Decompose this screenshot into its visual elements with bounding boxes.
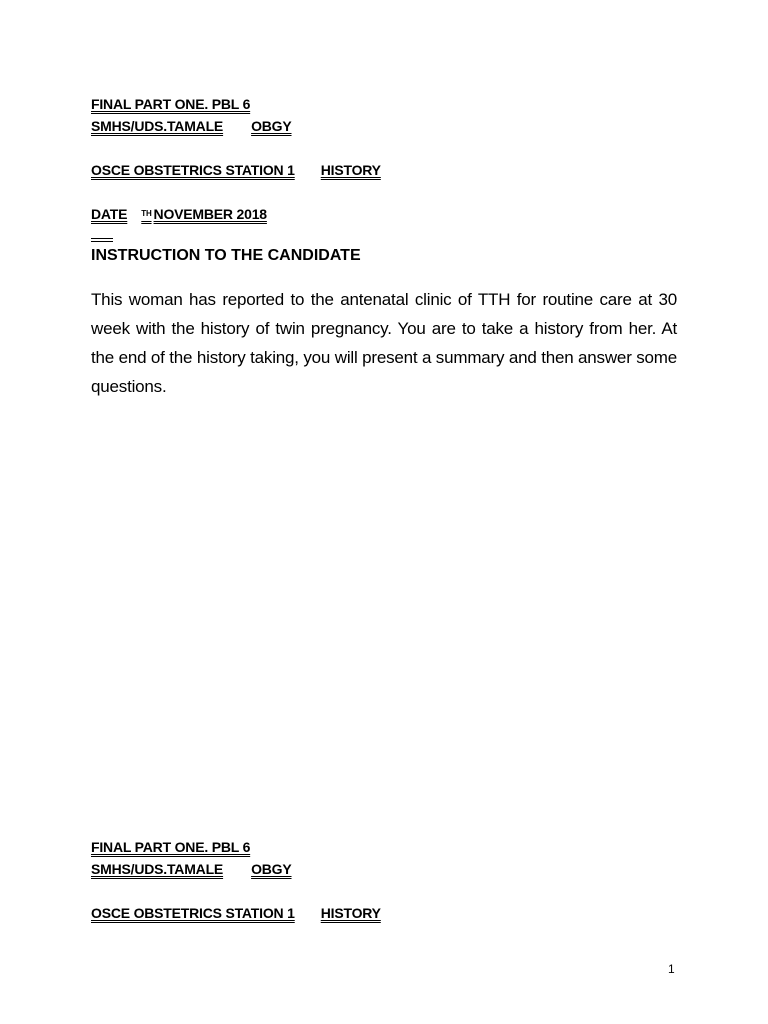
footer-header-title-text: FINAL PART ONE. PBL 6 (91, 839, 251, 855)
header-institution: SMHS/UDS.TAMALE (91, 118, 224, 134)
header-station-type: HISTORY (320, 162, 381, 178)
instruction-body: This woman has reported to the antenatal clinic of TTH for routine care at 30 week with the history of twin pregnancy. You are to take a history from her. At the end of the history taking, you will present a summary and then answer some questions. (91, 290, 677, 396)
page-number: 1 (668, 962, 675, 976)
footer-header-line-2 (91, 861, 292, 877)
footer-header-station-type: HISTORY (320, 905, 381, 921)
header-title-text: FINAL PART ONE. PBL 6 (91, 96, 251, 112)
date-value: NOVEMBER 2018 (153, 206, 267, 222)
header-station: OSCE OBSTETRICS STATION 1 (91, 162, 295, 178)
header-line-2 (91, 118, 292, 134)
footer-header-station: OSCE OBSTETRICS STATION 1 (91, 905, 295, 921)
header-date-line (91, 206, 267, 225)
date-ordinal-suffix: TH (141, 209, 152, 218)
header-line-1 (91, 96, 250, 112)
short-double-rule (91, 238, 113, 242)
footer-header-department: OBGY (251, 861, 292, 877)
header-line-3 (91, 162, 500, 178)
footer-header-line-3 (91, 905, 500, 921)
date-label: DATE (91, 206, 128, 222)
header-department: OBGY (251, 118, 292, 134)
footer-header-institution: SMHS/UDS.TAMALE (91, 861, 224, 877)
instruction-title: INSTRUCTION TO THE CANDIDATE (91, 247, 361, 264)
footer-header-line-1 (91, 839, 250, 855)
